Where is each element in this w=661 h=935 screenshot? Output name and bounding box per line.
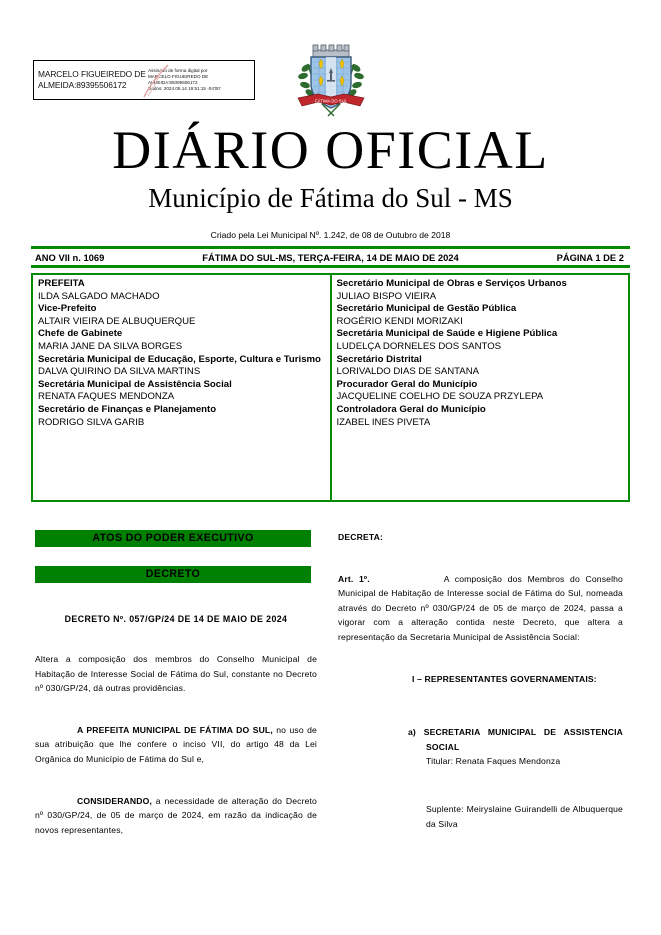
official-name: RENATA FAQUES MENDONZA: [38, 391, 175, 403]
considerando-body: a necessidade de alteração do Decreto nº 030/GP/24, de 05 de março de 2024, em razão da indicação de novos representantes,: [35, 795, 317, 835]
decree-title: DECRETO Nº. 057/GP/24 DE 14 DE MAIO DE 2024: [64, 614, 288, 624]
official-role: Procurador Geral do Município: [336, 378, 478, 390]
signature-detail-line2: MARCELO FIGUEIREDO DE: [147, 73, 209, 79]
official-name: ALTAIR VIEIRA DE ALBUQUERQUE: [38, 315, 196, 327]
officials-column-left: [33, 275, 331, 500]
article-1-label: Art. 1º.: [338, 573, 370, 584]
prefeita-bold-lead: A PREFEITA MUNICIPAL DE FÁTIMA DO SUL,: [77, 724, 273, 735]
prefeita-body: no uso de sua atribuição que lhe confere o inciso VII, do artigo 48 da Lei Orgânica do Município de Fátima do Sul e,: [35, 724, 317, 764]
official-name: ROGÉRIO KENDI MORIZAKI: [336, 315, 463, 327]
official-name: MARIA JANE DA SILVA BORGES: [38, 340, 183, 352]
official-role: Secretária Municipal de Educação, Esporte, Cultura e Turismo: [38, 353, 321, 365]
official-role: Secretário Distrital: [336, 353, 422, 365]
coat-of-arms-icon: [296, 42, 366, 120]
official-role: Secretário Municipal de Obras e Serviços Urbanos: [336, 278, 567, 289]
prefeita-paragraph: [35, 723, 317, 767]
official-name: LUDELÇA DORNELES DOS SANTOS: [336, 340, 502, 352]
considerando-paragraph: [35, 794, 317, 838]
signature-detail-line1: Assinado de forma digital por: [147, 67, 208, 73]
signature-details: [146, 68, 254, 93]
suplente-line: Suplente: Meiryslaine Guirandelli de Albuquerque da Silva: [426, 803, 623, 829]
signature-name-line2: ALMEIDA:89395506172: [38, 80, 127, 90]
official-role: Secretário de Finanças e Planejamento: [38, 403, 217, 415]
page-title: DIÁRIO OFICIAL: [112, 120, 549, 180]
official-role: Secretária Municipal de Assistência Social: [38, 378, 232, 390]
decree-summary: Altera a composição dos membros do Conselho Municipal de Habitação de Interesse Social de Fátima do Sul, constante no Decreto nº 030/GP/24, dá outras providências.: [35, 654, 317, 694]
section-i-heading: [338, 672, 623, 687]
signature-name: [34, 69, 146, 91]
official-role: Secretário Municipal de Gestão Pública: [336, 303, 517, 315]
body-column-right: [338, 530, 623, 844]
page-subtitle: Município de Fátima do Sul - MS: [148, 183, 513, 213]
official-name: JACQUELINE COELHO DE SOUZA PRZYLEPA: [336, 391, 544, 403]
official-role: Secretária Municipal de Saúde e Higiene Pública: [336, 328, 558, 340]
decreta-heading: DECRETA:: [338, 532, 383, 542]
officials-column-right: [331, 275, 629, 500]
official-role: Controladora Geral do Município: [336, 403, 486, 415]
svg-text:FÁTIMA DO SUL: FÁTIMA DO SUL: [315, 98, 347, 104]
official-name: LORIVALDO DIAS DE SANTANA: [336, 366, 480, 378]
item-a-block: [338, 725, 623, 769]
official-role: PREFEITA: [38, 278, 85, 289]
section-i-text: I – REPRESENTANTES GOVERNAMENTAIS:: [412, 673, 597, 684]
article-1-body: A composição dos Membros do Conselho Municipal de Habitação de Interesse social de Fátima do Sul, nomeada através do Decreto nº 030/GP/24 de 05 de março de 2024, passa a vigorar com a alteração contida neste Decreto, que altera a representação da Secretaria Municipal de Assistência Social:: [338, 573, 623, 642]
page-number: PÁGINA 1 DE 2: [556, 251, 624, 263]
masthead: [0, 122, 661, 241]
body-column-left: [35, 612, 317, 850]
titular-line: Titular: Renata Faques Mendonza: [426, 756, 561, 767]
signature-detail-line3: ALMEIDA:89395506172: [147, 80, 198, 85]
edition-number: ANO VII n. 1069: [35, 251, 105, 263]
official-role: Vice-Prefeito: [38, 303, 97, 315]
signature-detail-line4: Dados: 2024.05.14 19:51:15 -04'00': [147, 86, 221, 92]
edition-date: FÁTIMA DO SUL-MS, TERÇA-FEIRA, 14 DE MAIO DE 2024: [202, 251, 459, 263]
official-name: DALVA QUIRINO DA SILVA MARTINS: [38, 366, 201, 378]
official-role: Chefe de Gabinete: [38, 328, 123, 340]
digital-signature-box: [33, 60, 255, 100]
signature-name-line1: MARCELO FIGUEIREDO DE: [38, 69, 146, 79]
officials-table: [31, 273, 630, 502]
suplente-block: [338, 802, 623, 831]
article-1-paragraph: [338, 572, 623, 645]
banner-atos-poder-executivo: ATOS DO PODER EXECUTIVO: [35, 530, 311, 547]
banner-decreto: DECRETO: [35, 566, 311, 583]
item-a-label: a) SECRETARIA MUNICIPAL DE ASSISTENCIA SOCIAL: [408, 727, 623, 752]
official-name: JULIAO BISPO VIEIRA: [336, 290, 437, 302]
creation-law-line: Criado pela Lei Municipal Nº. 1.242, de 08 de Outubro de 2018: [210, 230, 451, 240]
official-name: IZABEL INES PIVETA: [336, 416, 431, 428]
edition-info-bar: [31, 246, 630, 268]
official-name: RODRIGO SILVA GARIB: [38, 416, 145, 428]
official-name: ILDA SALGADO MACHADO: [38, 290, 160, 302]
considerando-bold-lead: CONSIDERANDO,: [77, 795, 153, 806]
